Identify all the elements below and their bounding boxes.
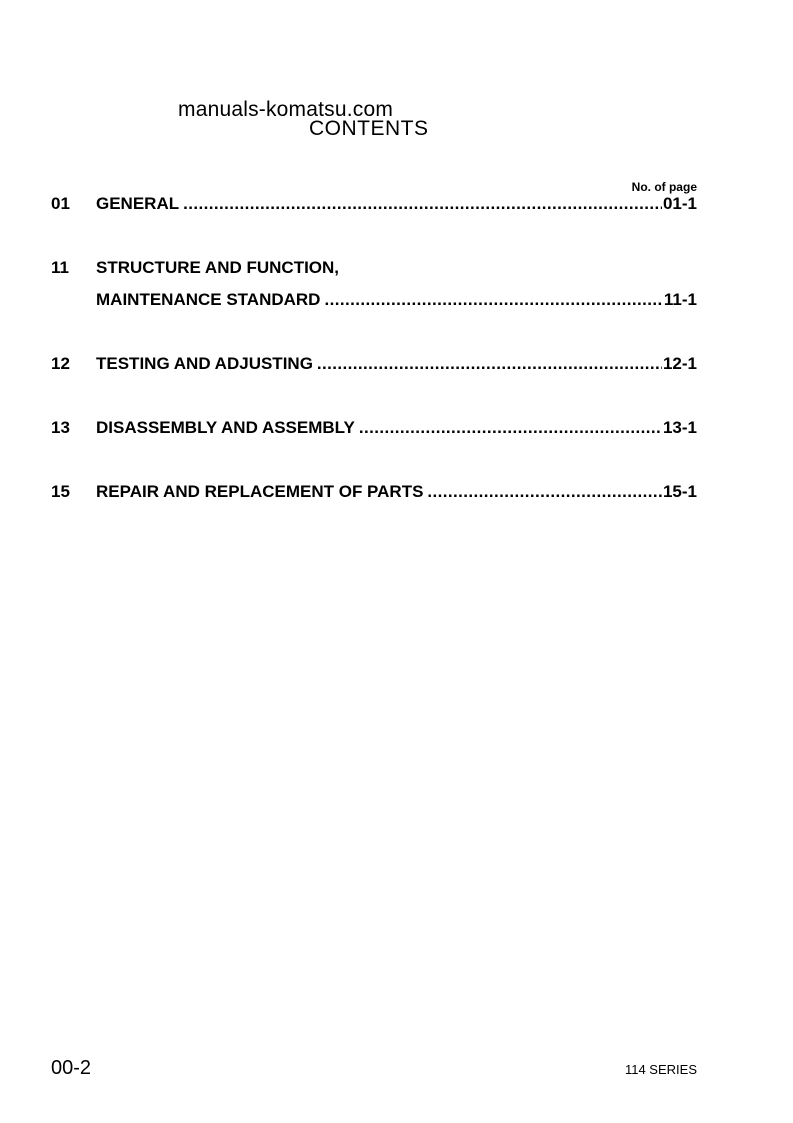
toc-entry-page: 13-1 [662, 418, 697, 437]
footer-page-number: 00-2 [51, 1057, 92, 1079]
toc-entry-title: GENERAL [96, 194, 180, 213]
watermark-text: manuals-komatsu.com [178, 98, 394, 121]
toc-dot-leader [317, 354, 662, 374]
toc-dot-leader [324, 290, 662, 310]
toc-entry-maintenance-standard[interactable] [51, 290, 697, 314]
toc-entry-page: 12-1 [662, 354, 697, 373]
footer-series: 114 SERIES [624, 1062, 697, 1077]
toc-entry-title: STRUCTURE AND FUNCTION, [96, 258, 340, 277]
toc-entry-testing-and-adjusting[interactable] [51, 354, 697, 378]
toc-entry-repair-and-replacement[interactable] [51, 482, 697, 506]
toc-entry-general[interactable] [51, 194, 697, 218]
toc-entry-title: REPAIR AND REPLACEMENT OF PARTS [96, 482, 424, 501]
page-title: CONTENTS [309, 117, 429, 140]
toc-entry-page: 11-1 [663, 290, 697, 309]
toc-entry-structure-and-function[interactable] [51, 258, 697, 282]
toc-entry-number: 13 [51, 418, 70, 437]
toc-dot-leader [427, 482, 662, 502]
toc-dot-leader [359, 418, 662, 438]
toc-entry-number: 01 [51, 194, 70, 213]
toc-entry-number: 11 [51, 258, 69, 277]
toc-entry-title-continued: MAINTENANCE STANDARD [96, 290, 321, 309]
toc-entry-page: 01-1 [662, 194, 697, 213]
toc-dot-leader [183, 194, 662, 214]
toc-entry-title: TESTING AND ADJUSTING [96, 354, 313, 373]
toc-entry-number: 15 [51, 482, 70, 501]
toc-entry-disassembly-and-assembly[interactable] [51, 418, 697, 442]
toc-entry-number: 12 [51, 354, 70, 373]
page-column-header: No. of page [631, 180, 697, 194]
toc-entry-page: 15-1 [662, 482, 697, 501]
toc-entry-title: DISASSEMBLY AND ASSEMBLY [96, 418, 355, 437]
